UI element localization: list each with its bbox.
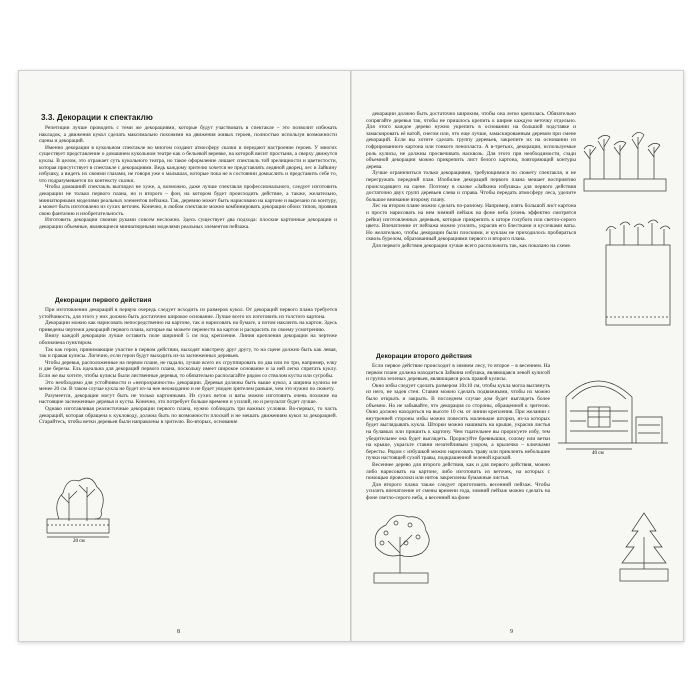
bush-drawing xyxy=(614,507,674,587)
section-heading: 3.3. Декорации к спектаклю xyxy=(41,113,153,122)
figure-label-right: 40 см xyxy=(592,451,604,455)
subheading-first-act: Декорации первого действия xyxy=(55,297,152,304)
paragraph: Для первого действия декорации лучше всего расположить так, как показано на схеме. xyxy=(372,242,572,249)
figure-label-left: 20 см xyxy=(73,539,85,543)
left-page xyxy=(19,71,350,641)
page-number-left: 8 xyxy=(177,629,180,635)
paragraph: Декорации можно как нарисовать непосредственно на картоне, так и нарисовать на бумаге, а потом наклеить на картон. Здесь приведены чертежи декораций первого плана, которые вы можете перенести на картон и раскрасить по своему усмотрению. xyxy=(39,320,337,333)
subheading-second-act: Декорации второго действия xyxy=(376,353,472,360)
paragraph: Изготовить декорации своими руками совсем несложно. Здесь существует два подхода: плоские картонные декорации и декорации объемные, являющиеся миниатюрными моделями реальных элементов пейзажа. xyxy=(39,217,337,230)
paragraph: Внизу каждой декорации лучше оставить поле шириной 5 см под крепление. Линия крепления декорации на чертеже обозначена пунктиром. xyxy=(39,333,337,346)
spring-tree-drawing xyxy=(366,507,436,587)
left-body-text xyxy=(39,307,337,426)
right-page xyxy=(352,71,683,641)
paragraph: Чтобы деревья, расположенные на первом плане, не падали, лучше всего их сгруппировать по два или по три, например, елку и две березы. Ель идеальна для декораций первого плана, поскольку имеет широкое основание и за ней легко спрятать куклу. Если же вы хотите, чтобы кулисы были лиственные деревья, то обязательно располагайте рядом со стволом кусты или сугробы. xyxy=(39,359,337,379)
paragraph: Окно избы следует сделать размером 10х10 см, чтобы кукла могла выглянуть из него, не задев стен. Ставни можно сделать подвижными, чтобы их можно было открыть и закрыть. В последнем случае дом будет выглядеть более объемно. Но не забывайте, что декорация со стороны, обращенной к зрителю. Окно должно находиться на высоте 10 см. от линии крепления. При желании с внутренней стороны избы можно повесить маленькие шторки, из-за которых будет выглядывать кукла. Шторки можно нашивать на крыше, украсив листья на булавках или пришить к картону. Чем тщательнее вы прорисуете избу, тем убедительнее она будет выглядеть. Прорисуйте бревнышки, солому или ветки на крыше, украсьте ставни незатейливым узором, а крылечко – ключками бересты. Рядом с избушкой можно нарисовать траву или приклеить небольшие пучки настоящей сухой травы, подкрашенной зеленой краской. xyxy=(366,382,550,462)
paragraph: Так как герои, принимающие участие в первом действии, выходят навстречу друг другу, то на сцене должно быть как левая, так и правая кулисы. Логично, если герои будут выходить из-за заснеженных деревьев. xyxy=(39,346,337,360)
paragraph: При изготовлении декораций в первую очередь следует исходить из размеров кукол. От декораций первого плана требуется устойчивость, для этого у них должно быть достаточно широкое основание. Лучше всего их изготовить из толстого картона. xyxy=(39,307,337,320)
paragraph: Если первое действие происходит в зимнем лесу, то второе – в весеннем. На первом плане должна находиться Зайкина избушка, являющаяся левой кулисой и группа зеленых деревьев, являющаяся роль правой кулисы. xyxy=(366,363,550,383)
paragraph: Это необходимо для устойчивости и «непрозрачности» декорации. Деревья должны быть выше кукол, а ширина кулисы не менее 20 см. В таком случае кукла не будет из-за нее неожиданно и не будет увиден зрителем раньше, чем это нужно по сюжету. xyxy=(39,379,337,393)
paragraph: Чтобы домашний спектакль выглядел не хуже, а, возможно, даже лучше спектакля профессионального, следует изготовить декорации не только первого плана, но и второго – фон, на котором будет происходить действие, а также, желательно, миниатюрными моделями реальных элементов пейзажа. Так, деревню может быть нарисовано на картоне и вырезано по контуру, а может быть изготовлено из сухих веточек. Конечно, в любом спектакле можно комбинировать декорации обоих типов, проявив свою фантазию и изобретательность. xyxy=(39,184,337,217)
paragraph: Однако изготавливая реалистичные декорации первого плана, нужно соблюдать три важных условия. Во-первых, то часть декораций, которая обращена к кукловоду, должна быть по возможности плоской и не мешать движениям кукол за декорацией. Старайтесь, чтобы ветки деревьев были направлены в зрителю. Во-вторых, основание xyxy=(39,405,337,426)
paragraph: Разумеется, декорации могут быть не только картонными. Из сухих веток и ваты можно изготовить очень похожие на настоящие заснеженные деревья и кусты. Конечно, это потребует больше времени и усилий, но и результат будет лучше. xyxy=(39,392,337,406)
book-spread xyxy=(18,70,684,642)
stage-scheme-drawing xyxy=(602,217,674,327)
paragraph: Лучше ограничиться только декорациями, требующимися по сюжету спектакля, и не перегружать передний план. Изобилие декораций первого плана мешает восприятию происходящего на сцене. Поэтому в сказке «Зайкина избушка» для первого действия достаточно двух групп деревьев слева и справа. Чтобы передать атмосферу леса, уделите большое внимание второму плану. xyxy=(366,170,576,203)
right-top-text xyxy=(366,111,576,249)
paragraph: Лес на втором плане можно сделать по-разному. Например, взять большой лист картона и просто нарисовать на нем зимний пейзаж на фоне неба (очень эффектно смотрятся рейки) изготовленных деревьев, которые прикрепить к шторе голубого или светло-серого цвета. Впечатление от пейзажа можно усилить, украсив его блестками и кусочками ваты. Но желательно, чтобы декорации были плоскими, и куклам не приходилось пробираться сквозь бурелом, образованный декорациями первого и второго плана. xyxy=(366,203,576,243)
paragraph: Репетиции лучше проводить с теми же декорациями, которые будут участвовать в спектакле – это позволит избежать накладок, а движения кукол сделать максимально похожими на движения живых героев, полностью используя возможности сцены и декораций. xyxy=(39,125,337,145)
page-number-right: 9 xyxy=(510,629,513,635)
paragraph: Весеннее дерево для второго действия, как и для первого действия, можно либо нарисовать на картоне, либо изготовить из веточек, на которых с помощью проволоки или ниток закреплены бумажные листья. xyxy=(366,461,550,482)
first-act-tree-drawing xyxy=(39,463,119,543)
hut-drawing xyxy=(552,363,674,455)
paragraph: Для второго плана также следует приготовить весенний пейзаж. Чтобы усилить впечатление от смены времени года, зимний пейзаж можно сделать на фоне светло-серого неба, а весенний на фоне xyxy=(366,481,550,501)
right-bottom-text xyxy=(366,363,550,501)
left-intro-text xyxy=(39,125,337,231)
winter-trees-drawing xyxy=(580,119,672,201)
paragraph: декорации должно быть достаточно широким, чтобы она легко крепилась. Обязательно сопрягайте деревья так, чтобы не пришлось крепить к ширме каждую веточку отдельно. Для этого каждое дерево нужно укрепить в основании на большой подставке и замаскировать её ватой, снегом или, что еще лучше, замаскированным деревом при смене декораций. Если вы хотите сделать группу деревьев, закрепите их на основании из гофрированного картона или тонкого пенопласта. А в-третьих, декорации, используемые роль кулисы, не должны просвечивать насквозь. Для этого при необходимости, сзади объемной декорации можно прикрепить лист белого картона, повторяющий контуры дерева. xyxy=(366,111,576,170)
paragraph: Именно декорации в кукольном спектакле во многом создают атмосферу сказки и передают настроение героев. У многих существует представление о домашнем кукольном театре как о бельевой веревке, на которой висит простыня, а сверху движутся куклы. В целом, это отражает суть кукольного театра, но такое оформление лишает спектакль той зрелищности и цветистости, которая присутствует в спектакле с декорациями. Ведь каждому зрителю хочется не представлять ледяной дворец, лес и Зайкину избушку, а видеть их своими глазами, не говоря уже о малышах, которые пока не в состоянии домыслить и представить себе то, что подразумевается по контексту сказки. xyxy=(39,144,337,184)
